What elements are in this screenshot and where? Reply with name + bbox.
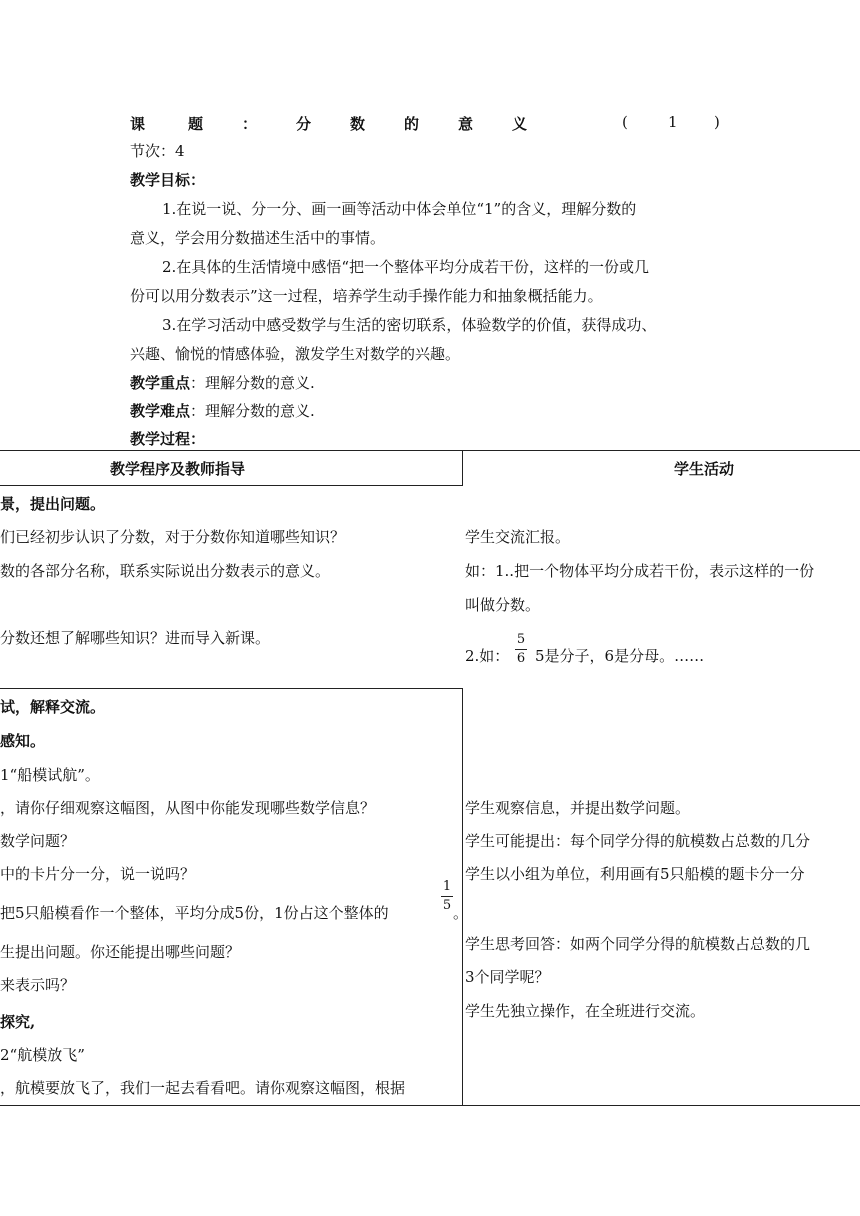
student-line: 叫做分数。 <box>465 596 541 614</box>
objectives-label: 教学目标： <box>130 171 206 189</box>
difficulty: 教学难点：理解分数的意义. <box>130 402 315 420</box>
title-char: 意 <box>458 115 474 133</box>
title-char: 数 <box>350 115 366 133</box>
student-line: 学生交流汇报。 <box>465 528 571 546</box>
teacher-line: 分数还想了解哪些知识？进而导入新课。 <box>0 629 271 647</box>
teacher-line: 把5只船模看作一个整体，平均分成5份，1份占这个整体的 <box>0 904 389 922</box>
student-line: 学生以小组为单位，利用画有5只船模的题卡分一分 <box>465 865 805 883</box>
student-line: 3个同学呢？ <box>465 968 550 986</box>
teacher-line: 们已经初步认识了分数，对于分数你知道哪些知识？ <box>0 528 346 546</box>
period-number: 节次：4 <box>130 142 185 160</box>
table-top-border <box>0 450 860 451</box>
fraction-one-fifth: 1 5 <box>442 879 452 913</box>
subsection-heading: 感知。 <box>0 732 46 750</box>
key-point: 教学重点：理解分数的意义. <box>130 374 315 392</box>
process-label: 教学过程： <box>130 430 206 448</box>
header-bottom-border <box>0 485 463 486</box>
column-header-teacher: 教学程序及教师指导 <box>110 460 246 478</box>
teacher-line: ，请你仔细观察这幅图，从图中你能发现哪些数学信息？ <box>0 799 376 817</box>
body-column-divider <box>462 688 463 1106</box>
title-char: ： <box>242 115 258 133</box>
subsection-heading: 探究, <box>0 1013 36 1031</box>
student-line: 如：1..把一个物体平均分成若干份，表示这样的一份 <box>465 562 815 580</box>
title-char: 分 <box>296 115 312 133</box>
objective-line: 意义，学会用分数描述生活中的事情。 <box>130 229 386 247</box>
student-line: 学生先独立操作，在全班进行交流。 <box>465 1002 706 1020</box>
title-char: 的 <box>404 115 420 133</box>
objective-line: 兴趣、愉悦的情感体验，激发学生对数学的兴趣。 <box>130 345 461 363</box>
title-char: 题 <box>188 115 204 133</box>
teacher-line: 1“船模试航”。 <box>0 766 100 784</box>
teacher-line: 数学问题？ <box>0 832 76 850</box>
student-line: 2.如： <box>465 647 510 665</box>
header-column-divider <box>462 450 463 486</box>
title-char: 课 <box>130 115 146 133</box>
title-char: 义 <box>512 115 528 133</box>
teacher-line: 数的各部分名称，联系实际说出分数表示的意义。 <box>0 562 331 580</box>
teacher-line: 来表示吗？ <box>0 976 76 994</box>
teacher-line: ，航模要放飞了，我们一起去看看吧。请你观察这幅图，根据 <box>0 1079 406 1097</box>
fraction-five-sixths: 5 6 <box>516 632 526 666</box>
objective-line: 2.在具体的生活情境中感悟“把一个整体平均分成若干份，这样的一份或几 <box>162 258 649 276</box>
fraction-tail: 。 <box>453 904 469 922</box>
section-heading: 景，提出问题。 <box>0 495 106 513</box>
table-bottom-border <box>0 1105 860 1106</box>
teacher-line: 中的卡片分一分，说一说吗？ <box>0 865 196 883</box>
objective-line: 3.在学习活动中感受数学与生活的密切联系，体验数学的价值，获得成功、 <box>162 316 657 334</box>
section-divider <box>0 688 463 689</box>
student-line: 5是分子，6是分母。…… <box>535 647 705 665</box>
column-header-student: 学生活动 <box>674 460 735 478</box>
section-heading: 试，解释交流。 <box>0 698 106 716</box>
objective-line: 1.在说一说、分一分、画一画等活动中体会单位“1”的含义，理解分数的 <box>162 200 637 218</box>
student-line: 学生观察信息，并提出数学问题。 <box>465 799 691 817</box>
objective-line: 份可以用分数表示”这一过程，培养学生动手操作能力和抽象概括能力。 <box>130 287 603 305</box>
student-line: 学生思考回答：如两个同学分得的航模数占总数的几 <box>465 935 811 953</box>
teacher-line: 生提出问题。你还能提出哪些问题？ <box>0 943 241 961</box>
student-line: 学生可能提出：每个同学分得的航模数占总数的几分 <box>465 832 811 850</box>
teacher-line: 2“航模放飞” <box>0 1046 85 1064</box>
